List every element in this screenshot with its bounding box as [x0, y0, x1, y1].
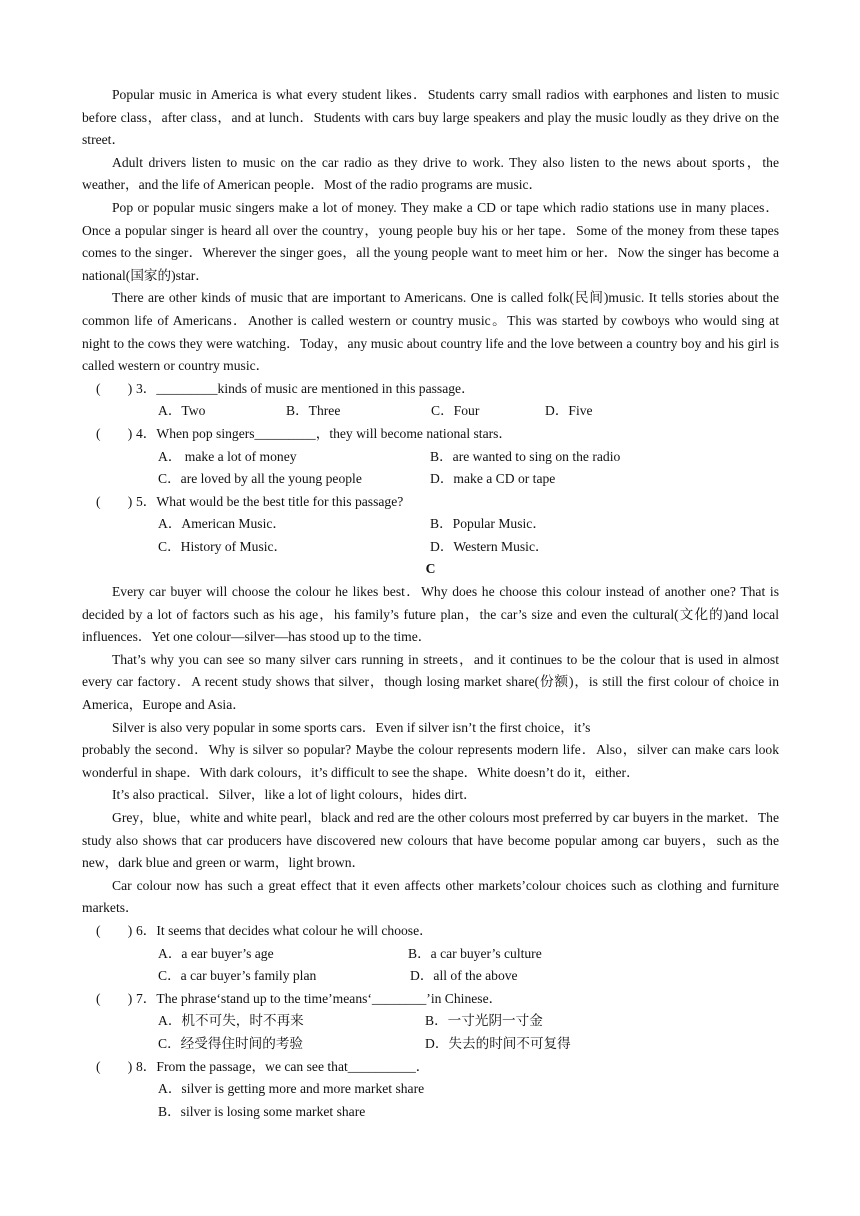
option-c: C．History of Music．: [158, 538, 288, 554]
answer-bracket[interactable]: ( ): [96, 990, 133, 1006]
question-stem: 6．It seems that decides what colour he will choose．: [136, 922, 433, 938]
option-d: D．all of the above: [410, 968, 518, 984]
passage-c-paragraph-2: That’s why you can see so many silver cars running in streets，and it continues to be the colour that is used in almost every car factory．A recent study shows that silver，though losing market share(份额)，is still the first colour of choice in America，Europe and Asia．: [82, 651, 779, 713]
passage-c-paragraph-4: It’s also practical．Silver，like a lot of light colours，hides dirt．: [112, 787, 477, 803]
question-3: [82, 378, 779, 401]
option-d: D．失去的时间不可复得: [425, 1035, 571, 1051]
answer-bracket[interactable]: ( ): [96, 1058, 133, 1074]
option-d: D．Five: [545, 403, 593, 419]
question-6: [82, 920, 779, 943]
question-7: [82, 988, 779, 1011]
answer-bracket[interactable]: ( ): [96, 922, 133, 938]
answer-bracket[interactable]: ( ): [96, 425, 133, 441]
question-5-options-row-1: [82, 513, 779, 536]
question-8-option-b-row: [82, 1101, 779, 1124]
option-c: C．经受得住时间的考验: [158, 1035, 304, 1051]
question-6-options-row-2: [82, 965, 779, 988]
option-d: D．make a CD or tape: [430, 471, 556, 487]
passage-b-paragraph-4: There are other kinds of music that are important to Americans. One is called folk(民间)music. It tells stories about the common life of Americans．Another is called western or country music。This was started by cowboys who would sing at night to the cows they were watching．Today，any music about country life and the love between a country boy and his girl is called western or country music．: [82, 290, 779, 374]
answer-bracket[interactable]: ( ): [96, 380, 133, 396]
option-a: A．a ear buyer’s age: [158, 945, 274, 961]
option-b: B．Popular Music．: [430, 516, 546, 532]
question-stem: 7．The phrase‘stand up to the time’means‘________’in Chinese．: [136, 990, 503, 1006]
question-stem: 3．_________kinds of music are mentioned in this passage．: [136, 380, 475, 396]
question-stem: 4．When pop singers_________，they will become national stars．: [136, 425, 513, 441]
option-b: B．一寸光阴一寸金: [425, 1013, 543, 1029]
question-5-options-row-2: [82, 536, 779, 559]
option-b: B．silver is losing some market share: [158, 1103, 366, 1119]
question-6-options-row-1: [82, 943, 779, 966]
passage-c-paragraph-3-continued: probably the second．Why is silver so popular? Maybe the colour represents modern life．Also，silver can make cars look wonderful in shape．With dark colours，it’s difficult to see the shape．White doesn’t do it，either．: [82, 742, 779, 780]
option-b: B．Three: [286, 403, 341, 419]
question-8: [82, 1056, 779, 1079]
option-a: A．Two: [158, 403, 206, 419]
option-a: A．silver is getting more and more market share: [158, 1081, 425, 1097]
option-d: D．Western Music．: [430, 538, 549, 554]
passage-b-paragraph-2: Adult drivers listen to music on the car radio as they drive to work. They also listen to the news about sports，the weather，and the life of American people．Most of the radio programs are music．: [82, 154, 779, 193]
question-stem: 8．From the passage，we can see that__________．: [136, 1058, 430, 1074]
question-7-options-row-2: [82, 1033, 779, 1056]
option-b: B．are wanted to sing on the radio: [430, 448, 621, 464]
question-8-option-a-row: [82, 1078, 779, 1101]
question-stem: 5．What would be the best title for this passage?: [136, 493, 404, 509]
passage-c-paragraph-3: Silver is also very popular in some sports cars．Even if silver isn’t the first choice，it’s: [112, 719, 591, 735]
question-4: [82, 423, 779, 446]
option-c: C．are loved by all the young people: [158, 471, 362, 487]
section-heading-c: C: [425, 561, 436, 577]
passage-c-paragraph-1: Every car buyer will choose the colour he likes best．Why does he choose this colour instead of another one? That is decided by a lot of factors such as his age，his family’s future plan，the car’s size and even the cultural(文化的)and local influences．Yet one colour—silver—has stood up to the time．: [82, 584, 779, 645]
option-a: A． make a lot of money: [158, 448, 297, 464]
question-7-options-row-1: [82, 1010, 779, 1033]
answer-bracket[interactable]: ( ): [96, 493, 133, 509]
passage-b-paragraph-3: Pop or popular music singers make a lot of money. They make a CD or tape which radio stations use in many places．Once a popular singer is heard all over the country，young people buy his or her tape．Some of the money from these tapes comes to the singer．Wherever the singer goes，all the young people want to meet him or her．Now the singer has become a national(国家的)star．: [82, 199, 779, 283]
option-c: C．Four: [431, 403, 480, 419]
option-a: A．American Music．: [158, 516, 286, 532]
passage-c-paragraph-5: Grey，blue，white and white pearl，black and red are the other colours most preferred by car buyers in the market．The study also shows that car producers have discovered new colours that have become popular among car buyers，such as the new，dark blue and green or warm，light brown．: [82, 810, 779, 871]
question-3-options: [82, 400, 779, 423]
option-a: A．机不可失，时不再来: [158, 1013, 304, 1029]
question-4-options-row-1: [82, 446, 779, 469]
question-4-options-row-2: [82, 468, 779, 491]
option-b: B．a car buyer’s culture: [408, 945, 542, 961]
passage-c-paragraph-6: Car colour now has such a great effect that it even affects other markets’colour choices such as clothing and furniture markets．: [82, 877, 779, 916]
reading-passages: [82, 84, 779, 1123]
question-5: [82, 491, 779, 514]
option-c: C．a car buyer’s family plan: [158, 968, 317, 984]
passage-b-paragraph-1: Popular music in America is what every student likes．Students carry small radios with earphones and listen to music before class，after class，and at lunch．Students with cars buy large speakers and play the music loudly as they drive on the street．: [82, 87, 779, 148]
